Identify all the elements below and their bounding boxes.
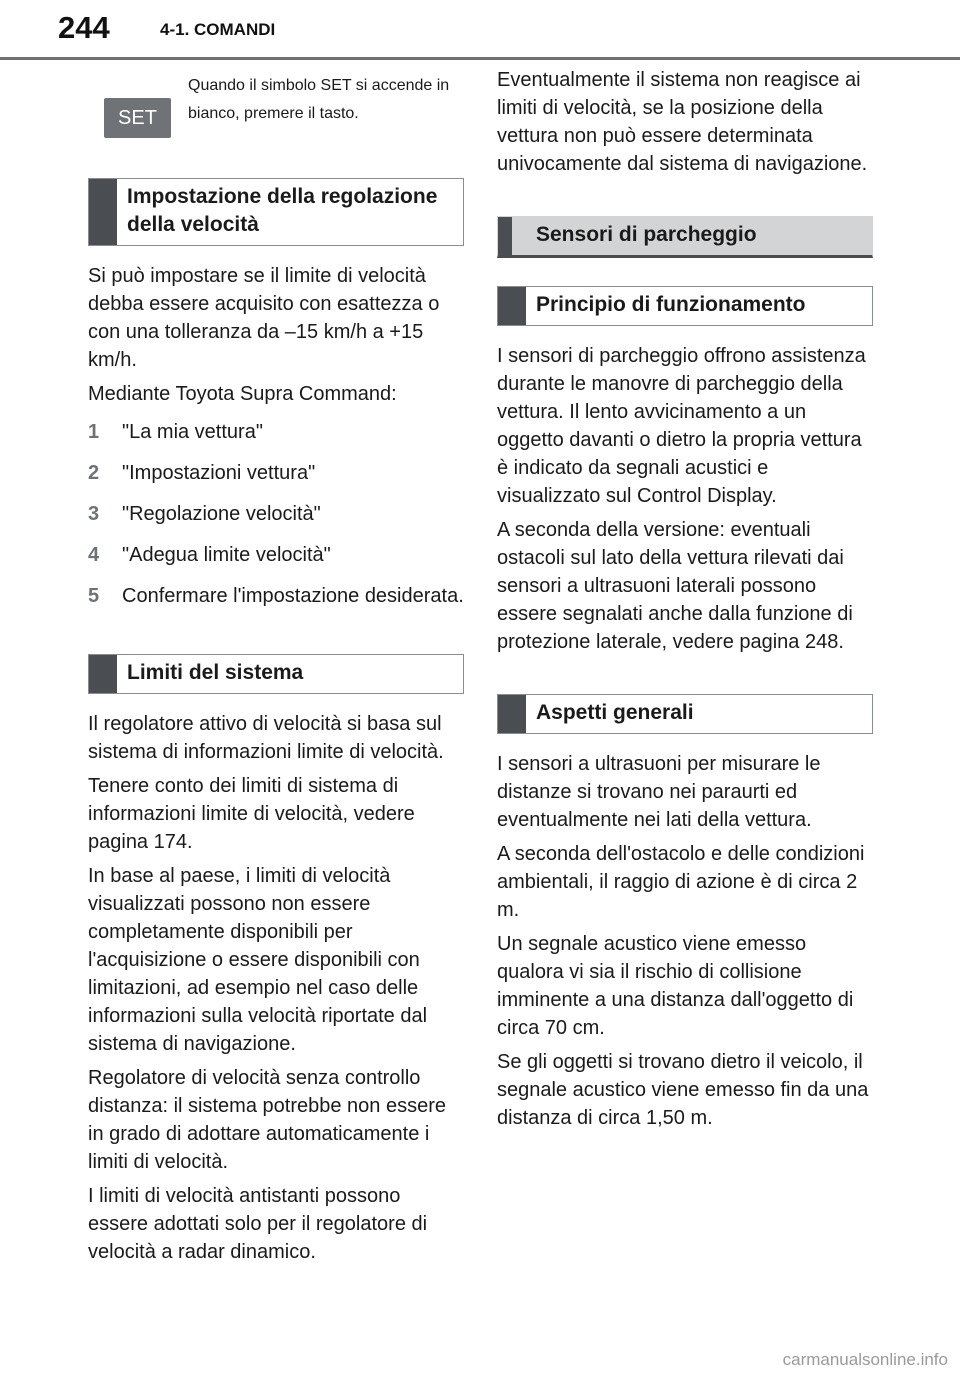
- paragraph: Si può impostare se il limite di velocità debba essere acquisito con esattezza o con una tolleranza da –15 km/h a +15 km/h.: [88, 265, 440, 371]
- heading-text: Sensori di parcheggio: [536, 223, 757, 246]
- paragraph: I sensori di parcheggio offrono assistenza durante le manovre di parcheggio della vettura. Il lento avvicinamento a un oggetto davanti o dietro la propria vettura è indicato da segnali acustici e visualizzato sul Control Display.: [497, 345, 866, 507]
- header-divider: [0, 57, 960, 60]
- page-number: 244: [58, 10, 110, 45]
- heading-text: Aspetti generali: [536, 701, 694, 724]
- heading-bar: [498, 287, 526, 325]
- step-number: 3: [88, 503, 100, 525]
- set-button-icon: SET: [104, 98, 171, 138]
- heading-bar: [498, 217, 512, 255]
- set-note-text: Quando il simbolo SET si accende in bianco, premere il tasto.: [188, 77, 450, 122]
- heading-bar: [498, 695, 526, 733]
- step-text: "Impostazioni vettura": [122, 462, 316, 484]
- right-column: [497, 66, 873, 1138]
- heading-bar: [89, 655, 117, 693]
- heading-text: Impostazione della regolazione della velocità: [127, 185, 438, 236]
- step-number: 5: [88, 585, 100, 607]
- step-text: "Adegua limite velocità": [122, 544, 331, 566]
- paragraph: Regolatore di velocità senza controllo distanza: il sistema potrebbe non essere in grado di adottare automaticamente i limiti di velocità.: [88, 1067, 446, 1173]
- step-item: [88, 541, 464, 569]
- step-number: 2: [88, 462, 100, 484]
- step-text: "La mia vettura": [122, 421, 263, 443]
- step-item: [88, 418, 464, 446]
- page-header: [0, 0, 960, 62]
- step-item: [88, 500, 464, 528]
- step-text: Confermare l'impostazione desiderata.: [122, 585, 464, 607]
- paragraph: Un segnale acustico viene emesso qualora vi sia il rischio di collisione imminente a una distanza dall'oggetto di circa 70 cm.: [497, 933, 854, 1039]
- paragraph: Mediante Toyota Supra Command:: [88, 383, 397, 405]
- heading-bar: [89, 179, 117, 245]
- step-item: [88, 459, 464, 487]
- heading-operating-principle: [497, 286, 873, 326]
- paragraph: Tenere conto dei limiti di sistema di informazioni limite di velocità, vedere pagina 174.: [88, 775, 415, 853]
- step-item: [88, 582, 464, 610]
- heading-general-aspects: [497, 694, 873, 734]
- left-column: [88, 66, 464, 1272]
- heading-system-limits: [88, 654, 464, 694]
- set-note: [88, 66, 464, 178]
- watermark: carmanualsonline.info: [782, 1350, 948, 1369]
- heading-text: Principio di funzionamento: [536, 293, 806, 316]
- heading-text: Limiti del sistema: [127, 661, 304, 684]
- step-text: "Regolazione velocità": [122, 503, 321, 525]
- paragraph: Se gli oggetti si trovano dietro il veicolo, il segnale acustico viene emesso fin da una distanza di circa 1,50 m.: [497, 1051, 869, 1129]
- paragraph: I limiti di velocità antistanti possono essere adottati solo per il regolatore di velocità a radar dinamico.: [88, 1185, 428, 1263]
- step-number: 4: [88, 544, 100, 566]
- paragraph: A seconda della versione: eventuali ostacoli sul lato della vettura rilevati dai sensori a ultrasuoni laterali possono essere segnalati anche dalla funzione di protezione laterale, vedere pagina 248.: [497, 519, 853, 653]
- heading-parking-sensors: [497, 216, 873, 258]
- paragraph: I sensori a ultrasuoni per misurare le distanze si trovano nei paraurti ed eventualmente nei lati della vettura.: [497, 753, 821, 831]
- paragraph: A seconda dell'ostacolo e delle condizioni ambientali, il raggio di azione è di circa 2 m.: [497, 843, 865, 921]
- paragraph: Il regolatore attivo di velocità si basa sul sistema di informazioni limite di velocità.: [88, 713, 444, 763]
- section-title: 4-1. COMANDI: [160, 20, 276, 39]
- paragraph: In base al paese, i limiti di velocità visualizzati possono non essere completamente disponibili per l'acquisizione o essere disponibili con limitazioni, ad esempio nel caso delle informazioni sulla velocità riportate dal sistema di navigazione.: [88, 865, 428, 1055]
- heading-speed-setting: [88, 178, 464, 246]
- paragraph: Eventualmente il sistema non reagisce ai limiti di velocità, se la posizione della vettura non può essere determinata univocamente dal sistema di navigazione.: [497, 69, 868, 175]
- step-number: 1: [88, 421, 100, 443]
